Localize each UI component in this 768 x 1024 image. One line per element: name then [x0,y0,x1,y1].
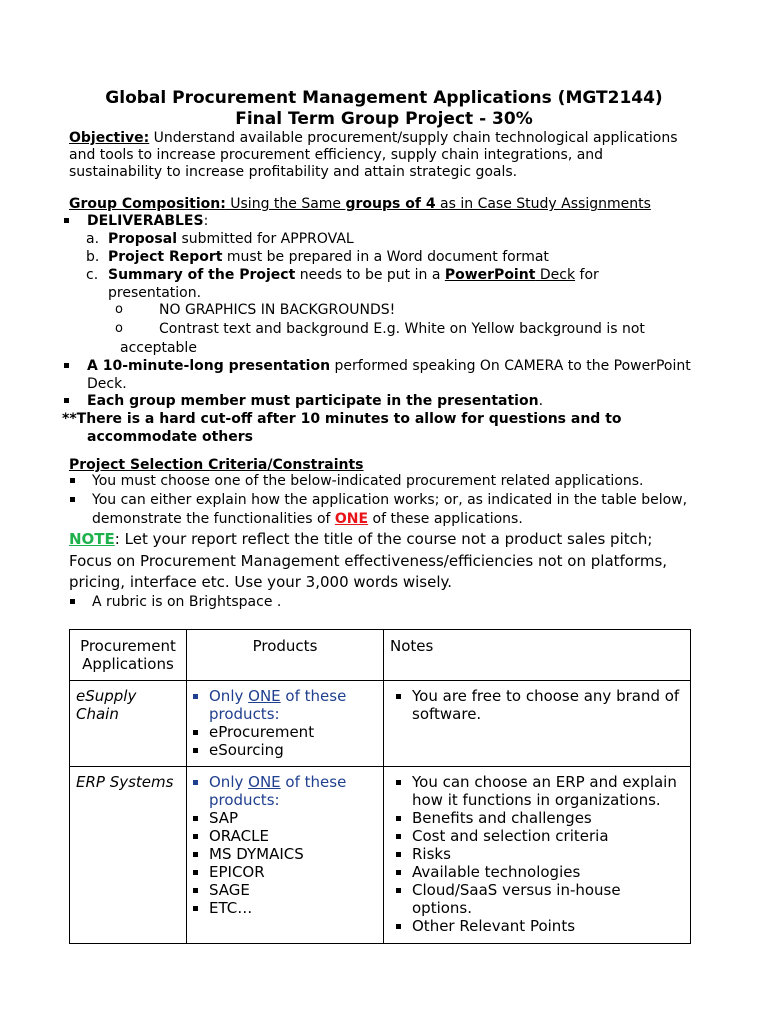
note-line-2: Focus on Procurement Management effectiveness/efficiencies not on platforms, [69,552,668,570]
group-composition: Group Composition: Using the Same groups of 4 as in Case Study Assignments [69,196,651,212]
square-bullet-icon [70,497,75,502]
header-notes: Notes [384,630,691,681]
list-item: eSourcing [187,741,383,759]
cutoff-line-1: **There is a hard cut-off after 10 minutes to allow for questions and to [62,411,622,427]
list-item: ORACLE [187,827,383,845]
square-bullet-icon [64,218,69,223]
square-bullet-icon [193,816,198,821]
presentation-line-1: A 10-minute-long presentation performed speaking On CAMERA to the PowerPoint [87,358,691,374]
objective-label: Objective: [69,130,150,146]
list-item: SAP [187,809,383,827]
square-bullet-icon [193,888,198,893]
page-title: Global Procurement Management Applications (MGT2144) [105,88,663,108]
item-c: Summary of the Project needs to be put in a PowerPoint Deck for [108,267,599,283]
list-item: Cloud/SaaS versus in-house options. [390,881,690,917]
presentation-line-2: Deck. [87,376,127,392]
square-bullet-icon [193,694,198,699]
objective-line-3: sustainability to increase profitability and attain strategic goals. [69,164,518,180]
list-item: You can choose an ERP and explain how it functions in organizations. [390,773,690,809]
square-bullet-icon [70,599,75,604]
square-bullet-icon [193,852,198,857]
square-bullet-icon [193,834,198,839]
note-line-1: NOTE: Let your report reflect the title of the course not a product sales pitch; [69,530,653,548]
item-a-marker: a. [86,231,100,247]
criteria-heading: Project Selection Criteria/Constraints [69,457,364,473]
item-b-marker: b. [86,249,100,265]
notes-cell [384,767,691,944]
list-item: EPICOR [187,863,383,881]
member-line: Each group member must participate in the presentation. [87,393,544,409]
products-cell [187,767,384,944]
applications-table [69,629,691,944]
criteria-item-2: You can either explain how the application works; or, as indicated in the table below, [92,492,688,508]
list-item: Risks [390,845,690,863]
header-applications: Procurement Applications [70,630,187,681]
square-bullet-icon [193,870,198,875]
header-products: Products [187,630,384,681]
square-bullet-icon [64,398,69,403]
products-intro: Only ONE of these products: [187,687,383,723]
sub-item-2: Contrast text and background E.g. White on Yellow background is not [159,321,645,337]
notes-cell [384,681,691,767]
products-intro: Only ONE of these products: [187,773,383,809]
square-bullet-icon [396,834,401,839]
app-cell: eSupply Chain [70,681,187,767]
app-cell: ERP Systems [70,767,187,944]
table-header-row [70,630,691,681]
item-a: Proposal submitted for APPROVAL [108,231,354,247]
table-row [70,681,691,767]
square-bullet-icon [64,363,69,368]
square-bullet-icon [396,924,401,929]
table-row [70,767,691,944]
note-line-3: pricing, interface etc. Use your 3,000 words wisely. [69,573,452,591]
list-item: ETC… [187,899,383,917]
square-bullet-icon [193,906,198,911]
cutoff-line-2: accommodate others [87,429,253,445]
sub-item-2-line-2: acceptable [120,340,197,356]
criteria-item-2-line-2: demonstrate the functionalities of ONE of these applications. [92,511,523,527]
square-bullet-icon [396,780,401,785]
square-bullet-icon [396,852,401,857]
square-bullet-icon [193,730,198,735]
sub-item-1: NO GRAPHICS IN BACKGROUNDS! [159,302,396,318]
list-item: You are free to choose any brand of software. [390,687,690,723]
list-item: Other Relevant Points [390,917,690,935]
square-bullet-icon [396,888,401,893]
list-item: Benefits and challenges [390,809,690,827]
square-bullet-icon [396,694,401,699]
products-cell [187,681,384,767]
circle-bullet-icon: o [115,302,123,317]
list-item: Cost and selection criteria [390,827,690,845]
list-item: SAGE [187,881,383,899]
item-b: Project Report must be prepared in a Word document format [108,249,549,265]
square-bullet-icon [193,748,198,753]
deliverables-heading: DELIVERABLES: [87,213,209,229]
page-subtitle: Final Term Group Project - 30% [235,109,533,129]
square-bullet-icon [193,780,198,785]
square-bullet-icon [396,816,401,821]
list-item: Available technologies [390,863,690,881]
rubric-line: A rubric is on Brightspace . [92,594,282,610]
objective-line-1: Objective: Understand available procurement/supply chain technological applications [69,130,678,146]
square-bullet-icon [70,478,75,483]
objective-line-2: and tools to increase procurement efficiency, supply chain integrations, and [69,147,604,163]
square-bullet-icon [396,870,401,875]
list-item: eProcurement [187,723,383,741]
circle-bullet-icon: o [115,321,123,336]
item-c-line-2: presentation. [108,285,202,301]
list-item: MS DYMAICS [187,845,383,863]
criteria-item-1: You must choose one of the below-indicated procurement related applications. [92,473,644,489]
item-c-marker: c. [86,267,99,283]
